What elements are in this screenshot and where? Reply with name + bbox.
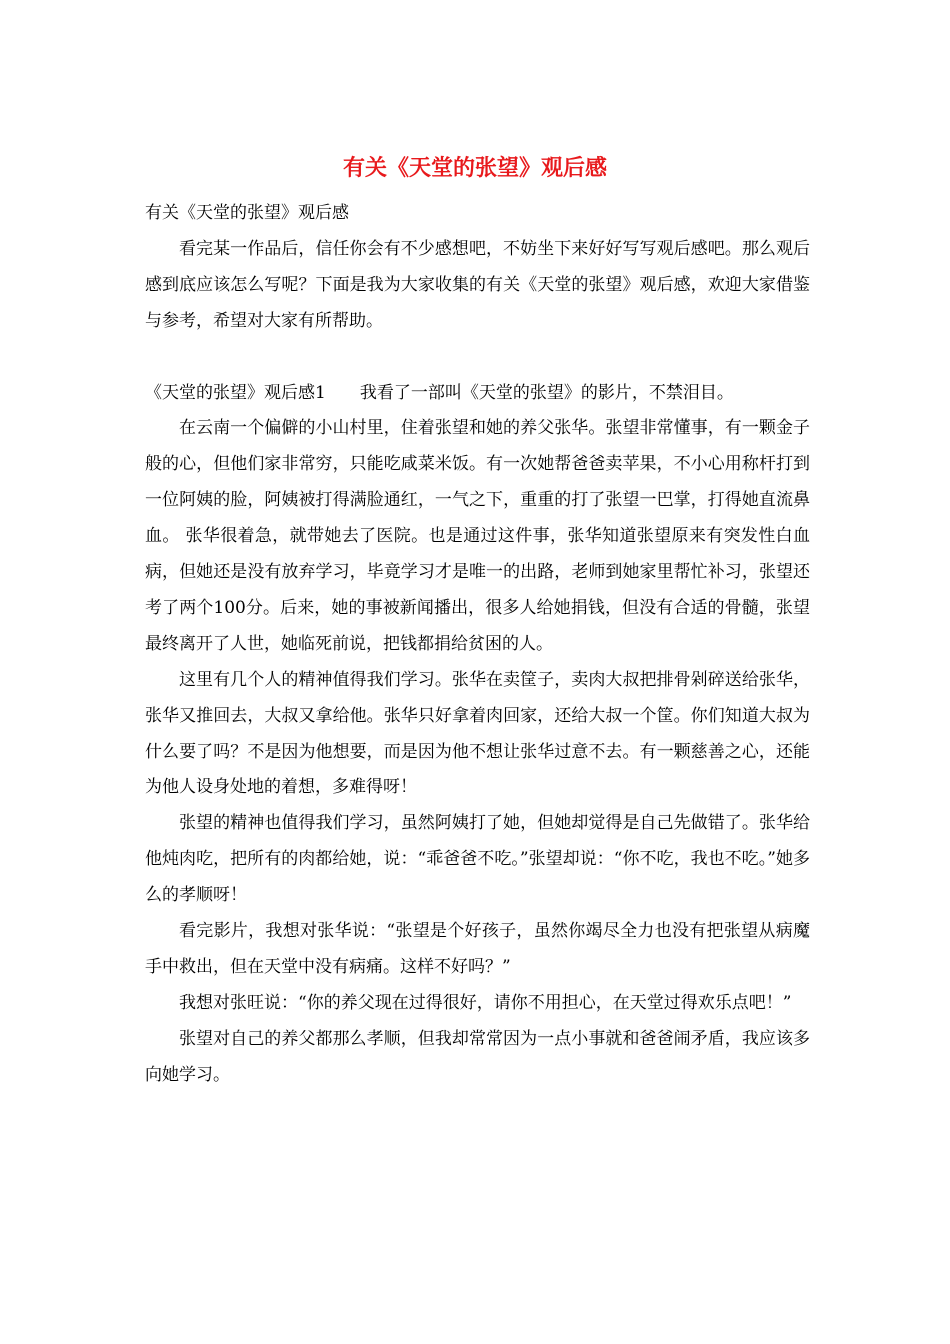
section-heading-paragraph: 《天堂的张望》观后感1 我看了一部叫《天堂的张望》的影片，不禁泪目。 <box>145 382 734 403</box>
body-paragraph: 张望的精神也值得我们学习，虽然阿姨打了她，但她却觉得是自己先做错了。张华给他炖肉吃，把所有的肉都给她，说：“乖爸爸不吃。”张望却说：“你不吃，我也不吃。”她多么的孝顺呀！ <box>145 813 810 906</box>
subtitle-paragraph: 有关《天堂的张望》观后感 <box>145 203 349 223</box>
body-paragraph: 我想对张旺说：“你的养父现在过得很好，请你不用担心，在天堂过得欢乐点吧！” <box>179 992 792 1013</box>
body-paragraph: 张望对自己的养父都那么孝顺，但我却常常因为一点小事就和爸爸闹矛盾，我应该多向她学习。 <box>145 1028 810 1085</box>
body-paragraph: 在云南一个偏僻的小山村里，住着张望和她的养父张华。张望非常懂事，有一颗金子般的心，但他们家非常穷，只能吃咸菜米饭。有一次她帮爸爸卖苹果，不小心用称杆打到一位阿姨的脸，阿姨被打得满脸通红，一气之下，重重的打了张望一巴掌，打得她直流鼻血。 张华很着急，就带她去了医院。也是通过这件事，张华知道张望原来有突发性白血病，但她还是没有放弃学习，毕竟学习才是唯一的出路，老师到她家里帮忙补习，张望还考了两个100分。后来，她的事被新闻播出，很多人给她捐钱，但没有合适的骨髓，张望最终离开了人世，她临死前说，把钱都捐给贫困的人。 <box>145 418 810 654</box>
body-paragraph: 看完影片，我想对张华说：“张望是个好孩子，虽然你竭尽全力也没有把张望从病魔手中救出，但在天堂中没有病痛。这样不好吗？” <box>145 921 810 978</box>
document-title: 有关《天堂的张望》观后感 <box>342 155 607 181</box>
paragraph-spacer <box>145 340 810 376</box>
intro-paragraph: 看完某一作品后，信任你会有不少感想吧，不妨坐下来好好写写观后感吧。那么观后感到底应该怎么写呢？下面是我为大家收集的有关《天堂的张望》观后感，欢迎大家借鉴与参考，希望对大家有所帮助。 <box>145 238 810 331</box>
document-body <box>145 196 810 1094</box>
body-paragraph: 这里有几个人的精神值得我们学习。张华在卖筐子，卖肉大叔把排骨剁碎送给张华，张华又推回去，大叔又拿给他。张华只好拿着肉回家，还给大叔一个筐。你们知道大叔为什么要了吗？不是因为他想要，而是因为他不想让张华过意不去。有一颗慈善之心，还能为他人设身处地的着想，多难得呀！ <box>145 669 810 798</box>
